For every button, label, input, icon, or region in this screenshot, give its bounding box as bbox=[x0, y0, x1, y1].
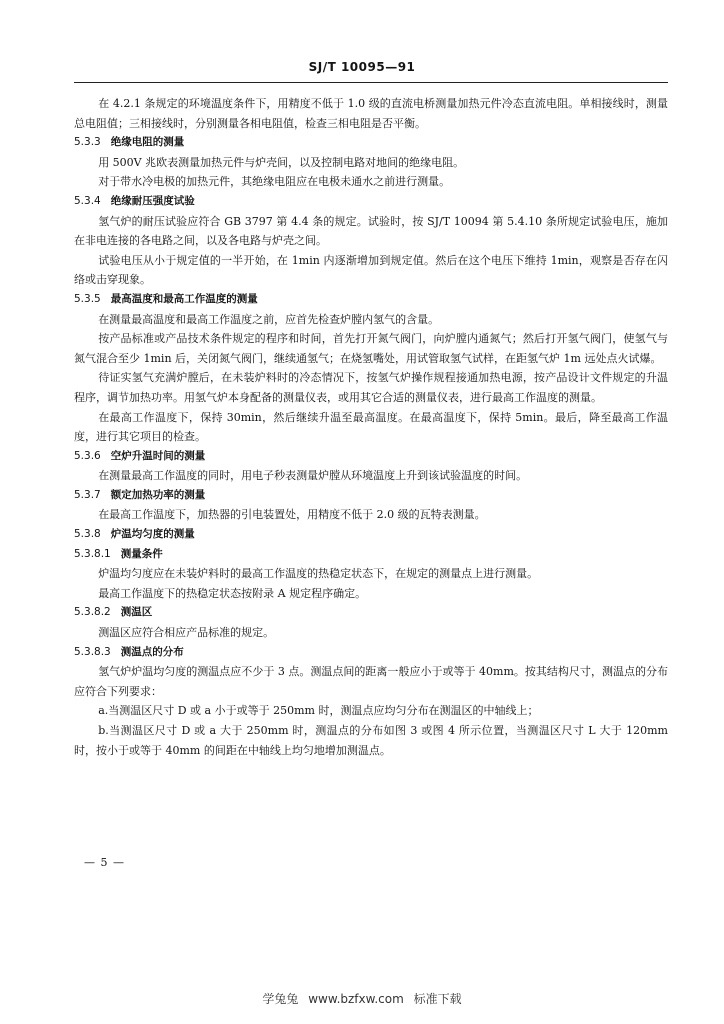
section-heading-5-3-5 bbox=[74, 290, 668, 310]
paragraph: 在测量最高工作温度的同时，用电子秒表测量炉膛从环境温度上升到该试验温度的时间。 bbox=[98, 469, 528, 483]
list-marker: b. bbox=[98, 724, 109, 737]
paragraph: 在最高工作温度下，加热器的引电装置处，用精度不低于 2.0 级的瓦特表测量。 bbox=[98, 508, 486, 522]
paragraph: 对于带水冷电极的加热元件，其绝缘电阻应在电极未通水之前进行测量。 bbox=[98, 175, 451, 189]
section-title: 空炉升温时间的测量 bbox=[110, 449, 206, 462]
paragraph: 试验电压从小于规定值的一半开始，在 1min 内逐渐增加到规定值。然后在这个电压下维持 1min，观察是否存在闪络或击穿现象。 bbox=[74, 253, 668, 287]
paragraph: 按产品标准或产品技术条件规定的程序和时间，首先打开氮气阀门，向炉膛内通氮气；然后打开氢气阀门，使氢气与氮气混合至少 1min 后，关闭氮气阀门，继续通氢气；在烧氢嘴处，用试管取氢气试样，在距氢气炉 1m 远处点火试爆。 bbox=[74, 332, 668, 365]
section-heading-5-3-8-2 bbox=[74, 603, 668, 623]
list-item-text: 当测温区尺寸 D 或 a 大于 250mm 时，测温点的分布如图 3 或图 4 所示位置，当测温区尺寸 L 大于 120mm 时，按小于或等于 40mm 的间距在中轴线上均匀地增加测温点。 bbox=[74, 724, 668, 757]
paragraph: 氢气炉炉温均匀度的测温点应不少于 3 点。测温点间的距离一般应小于或等于 40mm。按其结构尺寸，测温点的分布应符合下列要求： bbox=[74, 665, 668, 698]
section-number: 5.3.4 bbox=[74, 194, 101, 207]
paragraph: 在 4.2.1 条规定的环境温度条件下，用精度不低于 1.0 级的直流电桥测量加热元件冷态直流电阻。单相接线时，测量总电阻值；三相接线时，分别测量各相电阻值，检查三相电阻是否平衡。 bbox=[74, 97, 668, 130]
section-heading-5-3-3 bbox=[74, 133, 668, 153]
list-item-text: 当测温区尺寸 D 或 a 小于或等于 250mm 时，测温点应均匀分布在测温区的中轴线上； bbox=[108, 704, 539, 718]
paragraph: 在最高工作温度下，保持 30min，然后继续升温至最高温度。在最高温度下，保持 5min。最后，降至最高工作温度，进行其它项目的检查。 bbox=[74, 410, 668, 444]
paragraph: 在测量最高温度和最高工作温度之前，应首先检查炉膛内氢气的含量。 bbox=[98, 312, 440, 326]
page-number: — 5 — bbox=[84, 856, 125, 869]
section-number: 5.3.6 bbox=[74, 449, 101, 462]
section-number: 5.3.8.3 bbox=[74, 645, 111, 658]
section-number: 5.3.5 bbox=[74, 292, 101, 305]
section-title: 绝缘电阻的测量 bbox=[110, 136, 185, 149]
section-heading-5-3-8-1 bbox=[74, 545, 668, 565]
section-title: 测量条件 bbox=[120, 547, 163, 560]
section-heading-5-3-8 bbox=[74, 525, 668, 545]
standard-code: SJ/T 10095—91 bbox=[308, 60, 416, 74]
section-number: 5.3.8.2 bbox=[74, 606, 111, 619]
section-heading-5-3-6 bbox=[74, 447, 668, 467]
section-number: 5.3.8 bbox=[74, 528, 101, 541]
section-heading-5-3-8-3 bbox=[74, 643, 668, 663]
list-marker: a. bbox=[98, 704, 109, 718]
section-title: 炉温均匀度的测量 bbox=[110, 528, 195, 541]
section-number: 5.3.7 bbox=[74, 488, 101, 501]
paragraph: 氢气炉的耐压试验应符合 GB 3797 第 4.4 条的规定。试验时，按 SJ/T 10094 第 5.4.10 条所规定试验电压，施加在非电连接的各电路之间，以及各电路与炉壳之间。 bbox=[74, 214, 668, 248]
paragraph: 最高工作温度下的热稳定状态按附录 A 规定程序确定。 bbox=[98, 586, 367, 600]
section-title: 测温点的分布 bbox=[120, 645, 184, 658]
paragraph: 炉温均匀度应在未装炉料时的最高工作温度的热稳定状态下，在规定的测量点上进行测量。 bbox=[98, 567, 539, 581]
section-number: 5.3.3 bbox=[74, 136, 101, 149]
paragraph: 待证实氢气充满炉膛后，在未装炉料时的冷态情况下，按氢气炉操作规程接通加热电源，按产品设计文件规定的升温程序，调节加热功率。用氢气炉本身配备的测量仪表，或用其它合适的测量仪表，进行最高工作温度的测量。 bbox=[74, 371, 668, 404]
section-number: 5.3.8.1 bbox=[74, 547, 111, 560]
document-body bbox=[74, 94, 668, 760]
paragraph: 用 500V 兆欧表测量加热元件与炉壳间，以及控制电路对地间的绝缘电阻。 bbox=[98, 155, 465, 169]
section-title: 最高温度和最高工作温度的测量 bbox=[110, 292, 258, 305]
section-title: 测温区 bbox=[120, 606, 153, 619]
section-title: 额定加热功率的测量 bbox=[110, 488, 206, 501]
section-heading-5-3-4 bbox=[74, 192, 668, 212]
list-item-a bbox=[74, 701, 668, 721]
footer-watermark: 学兔兔 www.bzfxw.com 标准下载 bbox=[262, 992, 462, 1006]
section-title: 绝缘耐压强度试验 bbox=[110, 194, 195, 207]
header-divider bbox=[74, 82, 668, 83]
list-item-b bbox=[74, 721, 668, 760]
paragraph: 测温区应符合相应产品标准的规定。 bbox=[98, 626, 275, 640]
section-heading-5-3-7 bbox=[74, 486, 668, 506]
